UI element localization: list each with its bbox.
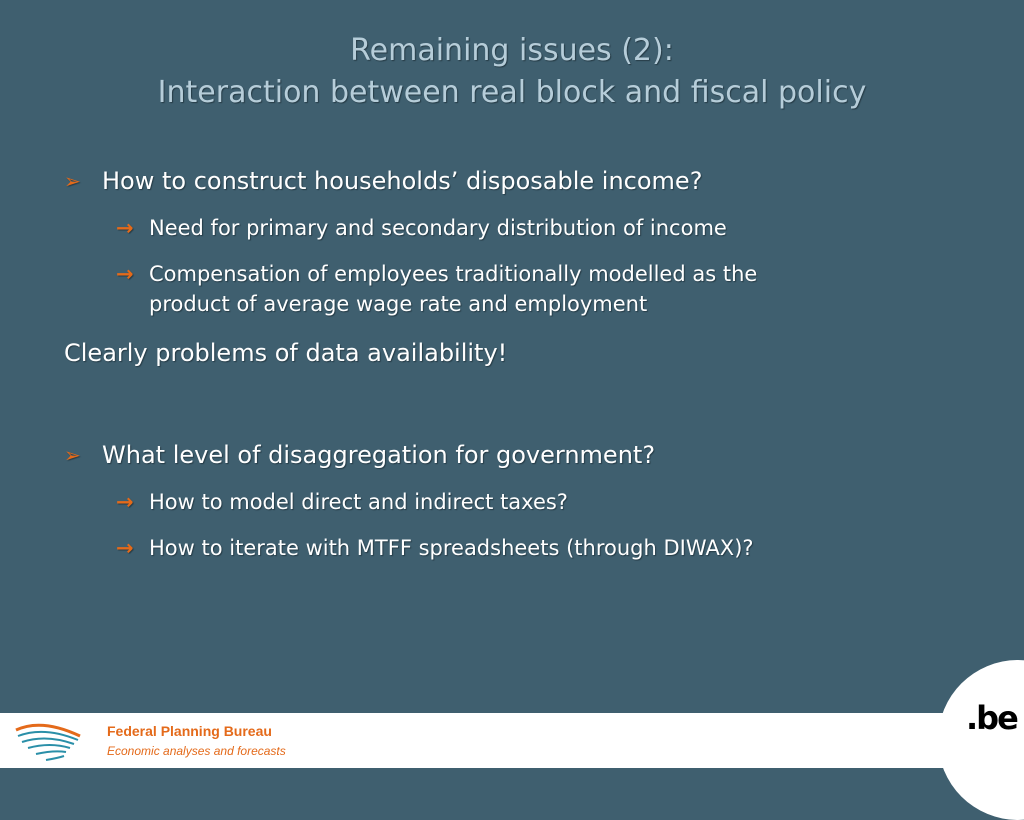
sub-bullet-mtff [116, 533, 964, 563]
sub-bullet-taxes [116, 487, 964, 517]
bullet-text: What level of disaggregation for government? [102, 441, 656, 469]
sub-bullet-text: How to model direct and indirect taxes? [149, 490, 568, 514]
note-data-availability: Clearly problems of data availability! [64, 339, 508, 367]
sub-bullet-text-continued: product of average wage rate and employment [149, 292, 648, 316]
slide-title [0, 30, 1024, 114]
footer-bar [0, 713, 1024, 768]
sub-bullet-compensation [116, 259, 964, 319]
title-line-1: Remaining issues (2): [350, 33, 674, 68]
org-name: Federal Planning Bureau [107, 723, 272, 739]
bullet-text: How to construct households’ disposable income? [102, 167, 703, 195]
fpb-logo-icon [12, 718, 84, 766]
arrow-right-icon: → [116, 536, 134, 560]
sub-bullet-text: Need for primary and secondary distribution of income [149, 216, 727, 240]
bullet-households-income [64, 166, 964, 196]
title-line-2: Interaction between real block and fiscal policy [157, 75, 867, 110]
org-tagline: Economic analyses and forecasts [107, 744, 286, 758]
be-logo-text: .be [966, 699, 1017, 737]
be-logo [966, 698, 1016, 738]
triangle-right-icon: ➢ [64, 169, 81, 193]
sub-bullet-text: How to iterate with MTFF spreadsheets (through DIWAX)? [149, 536, 754, 560]
sub-bullet-text: Compensation of employees traditionally modelled as the [149, 262, 758, 286]
triangle-right-icon: ➢ [64, 443, 81, 467]
slide-content [64, 166, 964, 563]
arrow-right-icon: → [116, 262, 134, 286]
arrow-right-icon: → [116, 216, 134, 240]
arrow-right-icon: → [116, 490, 134, 514]
bullet-government-disaggregation [64, 440, 964, 470]
sub-bullet-distribution [116, 213, 964, 243]
